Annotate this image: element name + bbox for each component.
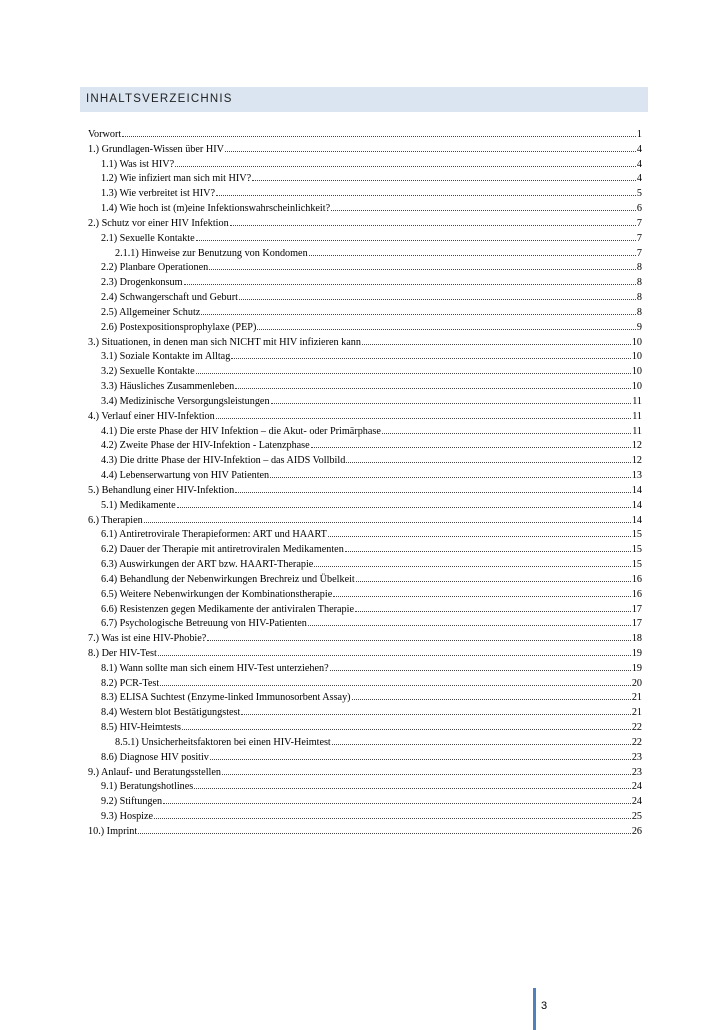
toc-entry-title: 6.7) Psychologische Betreuung von HIV-Patienten xyxy=(101,618,307,630)
toc-entry-page: 22 xyxy=(631,736,642,748)
toc-dot-leader xyxy=(271,402,632,404)
toc-entry-page: 21 xyxy=(631,692,642,704)
toc-dot-leader xyxy=(362,343,631,345)
toc-entry[interactable] xyxy=(88,291,642,306)
toc-dot-leader xyxy=(154,817,631,819)
toc-entry-title: 2.1) Sexuelle Kontakte xyxy=(101,232,195,244)
toc-entry[interactable] xyxy=(88,336,642,351)
toc-dot-leader xyxy=(252,179,636,181)
toc-entry-title: 2.4) Schwangerschaft und Geburt xyxy=(101,292,238,304)
toc-entry[interactable] xyxy=(88,528,642,543)
toc-entry-title: 1.3) Wie verbreitet ist HIV? xyxy=(101,188,215,200)
toc-heading-band xyxy=(80,87,648,112)
toc-dot-leader xyxy=(144,521,631,523)
toc-entry-page: 19 xyxy=(631,662,642,674)
toc-entry-title: 4.1) Die erste Phase der HIV Infektion – die Akut- oder Primärphase xyxy=(101,425,381,437)
toc-entry-page: 19 xyxy=(631,647,642,659)
toc-entry-page: 26 xyxy=(631,825,642,837)
toc-entry-page: 23 xyxy=(631,766,642,778)
toc-entry[interactable] xyxy=(88,128,642,143)
toc-entry-page: 8 xyxy=(636,277,642,289)
toc-dot-leader xyxy=(331,209,636,211)
toc-entry[interactable] xyxy=(88,691,642,706)
toc-entry-page: 21 xyxy=(631,707,642,719)
toc-dot-leader xyxy=(184,283,636,285)
toc-entry[interactable] xyxy=(88,677,642,692)
toc-entry-title: 1.1) Was ist HIV? xyxy=(101,158,175,170)
toc-entry-page: 14 xyxy=(631,484,642,496)
toc-entry-title: 7.) Was ist eine HIV-Phobie? xyxy=(88,633,207,645)
toc-dot-leader xyxy=(355,610,631,612)
toc-dot-leader xyxy=(210,758,631,760)
toc-entry-title: 2.) Schutz vor einer HIV Infektion xyxy=(88,217,229,229)
toc-entry[interactable] xyxy=(88,617,642,632)
toc-entry-title: 1.) Grundlagen-Wissen über HIV xyxy=(88,143,224,155)
toc-entry[interactable] xyxy=(88,795,642,810)
toc-entry-page: 12 xyxy=(631,455,642,467)
footer-accent-line xyxy=(533,988,536,1030)
toc-dot-leader xyxy=(163,802,631,804)
toc-entry[interactable] xyxy=(88,543,642,558)
toc-dot-leader xyxy=(222,773,631,775)
toc-entry[interactable] xyxy=(88,751,642,766)
page-number: 3 xyxy=(541,1000,548,1012)
toc-entry-page: 8 xyxy=(636,262,642,274)
toc-entry[interactable] xyxy=(88,484,642,499)
toc-entry[interactable] xyxy=(88,469,642,484)
toc-dot-leader xyxy=(235,387,631,389)
toc-entry-title: 9.1) Beratungshotlines xyxy=(101,781,194,793)
toc-entry[interactable] xyxy=(88,454,642,469)
toc-entry[interactable] xyxy=(88,736,642,751)
toc-dot-leader xyxy=(182,728,631,730)
toc-entry-title: 9.) Anlauf- und Beratungsstellen xyxy=(88,766,221,778)
toc-heading: INHALTSVERZEICHNIS xyxy=(86,93,233,105)
toc-dot-leader xyxy=(330,669,631,671)
toc-entry-page: 14 xyxy=(631,514,642,526)
toc-entry[interactable] xyxy=(88,217,642,232)
toc-entry[interactable] xyxy=(88,706,642,721)
toc-entry[interactable] xyxy=(88,202,642,217)
toc-dot-leader xyxy=(346,461,631,463)
toc-dot-leader xyxy=(160,684,631,686)
toc-dot-leader xyxy=(314,565,631,567)
toc-entry-page: 17 xyxy=(631,603,642,615)
toc-entry-page: 7 xyxy=(636,232,642,244)
toc-entry[interactable] xyxy=(88,158,642,173)
toc-dot-leader xyxy=(270,476,631,478)
toc-entry-page: 4 xyxy=(636,158,642,170)
toc-entry-title: 4.2) Zweite Phase der HIV-Infektion - Latenzphase xyxy=(101,440,310,452)
toc-dot-leader xyxy=(352,698,631,700)
toc-entry-page: 12 xyxy=(631,440,642,452)
toc-entry-page: 20 xyxy=(631,677,642,689)
toc-entry[interactable] xyxy=(88,410,642,425)
toc-entry[interactable] xyxy=(88,172,642,187)
toc-entry-title: Vorwort xyxy=(88,129,122,140)
toc-entry-title: 6.1) Antiretrovirale Therapieformen: ART und HAART xyxy=(101,529,327,541)
toc-dot-leader xyxy=(382,432,631,434)
toc-dot-leader xyxy=(356,580,631,582)
toc-entry-page: 10 xyxy=(631,351,642,363)
toc-entry[interactable] xyxy=(88,143,642,158)
toc-entry[interactable] xyxy=(88,261,642,276)
toc-entry-title: 9.2) Stiftungen xyxy=(101,796,163,808)
toc-entry-page: 14 xyxy=(631,499,642,511)
toc-entry-title: 6.2) Dauer der Therapie mit antiretroviralen Medikamenten xyxy=(101,544,344,556)
toc-entry[interactable] xyxy=(88,558,642,573)
toc-entry-page: 11 xyxy=(632,395,642,407)
toc-entry[interactable] xyxy=(88,780,642,795)
toc-dot-leader xyxy=(194,787,631,789)
toc-entry-title: 8.5) HIV-Heimtests xyxy=(101,722,181,734)
toc-entry-page: 25 xyxy=(631,811,642,823)
toc-dot-leader xyxy=(175,165,636,167)
toc-dot-leader xyxy=(207,639,631,641)
toc-entry[interactable] xyxy=(88,187,642,202)
toc-entry-page: 10 xyxy=(631,366,642,378)
toc-entry-title: 6.5) Weitere Nebenwirkungen der Kombinationstherapie xyxy=(101,588,333,600)
toc-entry-page: 15 xyxy=(631,544,642,556)
toc-dot-leader xyxy=(239,298,636,300)
toc-entry[interactable] xyxy=(88,603,642,618)
toc-entry-title: 8.5.1) Unsicherheitsfaktoren bei einen HIV-Heimtest xyxy=(115,736,331,748)
toc-entry-title: 2.3) Drogenkonsum xyxy=(101,277,183,289)
toc-dot-leader xyxy=(345,550,631,552)
toc-entry[interactable] xyxy=(88,247,642,262)
toc-entry-page: 9 xyxy=(636,321,642,333)
toc-entry[interactable] xyxy=(88,810,642,825)
toc-entry-page: 4 xyxy=(636,173,642,185)
toc-dot-leader xyxy=(235,491,631,493)
toc-entry-page: 16 xyxy=(631,588,642,600)
toc-entry-page: 6 xyxy=(636,203,642,215)
toc-entry[interactable] xyxy=(88,350,642,365)
toc-entry[interactable] xyxy=(88,766,642,781)
toc-entry-page: 11 xyxy=(632,425,642,437)
toc-dot-leader xyxy=(216,194,636,196)
toc-dot-leader xyxy=(230,224,636,226)
toc-entry-title: 3.4) Medizinische Versorgungsleistungen xyxy=(101,395,270,407)
toc-entry-title: 6.3) Auswirkungen der ART bzw. HAART-Therapie xyxy=(101,559,314,571)
toc-entry-title: 8.2) PCR-Test xyxy=(101,677,160,689)
toc-entry-title: 10.) Imprint xyxy=(88,825,138,837)
toc-entry-page: 4 xyxy=(636,143,642,155)
toc-dot-leader xyxy=(308,624,631,626)
toc-dot-leader xyxy=(241,713,630,715)
toc-entry[interactable] xyxy=(88,514,642,529)
toc-entry[interactable] xyxy=(88,276,642,291)
toc-dot-leader xyxy=(138,832,631,834)
toc-entry-title: 9.3) Hospize xyxy=(101,811,154,823)
toc-dot-leader xyxy=(196,239,636,241)
toc-entry-page: 5 xyxy=(636,188,642,200)
toc-entry[interactable] xyxy=(88,632,642,647)
toc-dot-leader xyxy=(309,254,636,256)
toc-entry[interactable] xyxy=(88,588,642,603)
toc-dot-leader xyxy=(177,506,631,508)
toc-entry-title: 3.1) Soziale Kontakte im Alltag xyxy=(101,351,231,363)
toc-entry[interactable] xyxy=(88,380,642,395)
table-of-contents xyxy=(88,128,642,840)
toc-dot-leader xyxy=(209,268,636,270)
toc-dot-leader xyxy=(158,654,631,656)
toc-dot-leader xyxy=(311,446,631,448)
toc-dot-leader xyxy=(225,150,636,152)
toc-entry[interactable] xyxy=(88,395,642,410)
toc-entry-page: 22 xyxy=(631,722,642,734)
toc-entry[interactable] xyxy=(88,232,642,247)
toc-entry-page: 10 xyxy=(631,336,642,348)
toc-entry-page: 10 xyxy=(631,381,642,393)
toc-entry[interactable] xyxy=(88,439,642,454)
toc-entry-title: 8.1) Wann sollte man sich einem HIV-Test unterziehen? xyxy=(101,662,329,674)
toc-dot-leader xyxy=(122,135,636,137)
toc-entry[interactable] xyxy=(88,662,642,677)
toc-dot-leader xyxy=(196,372,631,374)
toc-entry-title: 5.1) Medikamente xyxy=(101,499,176,511)
toc-entry[interactable] xyxy=(88,825,642,840)
toc-entry[interactable] xyxy=(88,321,642,336)
toc-entry-page: 13 xyxy=(631,470,642,482)
toc-entry-page: 15 xyxy=(631,559,642,571)
toc-entry[interactable] xyxy=(88,425,642,440)
toc-entry-page: 23 xyxy=(631,751,642,763)
toc-entry-title: 8.4) Western blot Bestätigungstest xyxy=(101,707,241,719)
toc-entry-title: 4.3) Die dritte Phase der HIV-Infektion – das AIDS Vollbild xyxy=(101,455,346,467)
toc-dot-leader xyxy=(231,357,631,359)
toc-entry-page: 7 xyxy=(636,247,642,259)
toc-entry-page: 15 xyxy=(631,529,642,541)
toc-entry-page: 1 xyxy=(636,129,642,140)
toc-entry-page: 17 xyxy=(631,618,642,630)
toc-entry-title: 3.2) Sexuelle Kontakte xyxy=(101,366,195,378)
toc-dot-leader xyxy=(257,328,636,330)
toc-entry-title: 4.4) Lebenserwartung von HIV Patienten xyxy=(101,470,270,482)
toc-entry-title: 1.2) Wie infiziert man sich mit HIV? xyxy=(101,173,252,185)
toc-entry[interactable] xyxy=(88,573,642,588)
toc-entry-title: 5.) Behandlung einer HIV-Infektion xyxy=(88,484,235,496)
toc-entry-title: 2.5) Allgemeiner Schutz xyxy=(101,306,201,318)
toc-entry[interactable] xyxy=(88,647,642,662)
toc-entry-page: 24 xyxy=(631,781,642,793)
toc-entry-title: 6.) Therapien xyxy=(88,514,143,526)
toc-entry-page: 7 xyxy=(636,217,642,229)
toc-dot-leader xyxy=(332,743,631,745)
toc-entry-title: 2.6) Postexpositionsprophylaxe (PEP) xyxy=(101,321,257,333)
toc-entry-title: 6.6) Resistenzen gegen Medikamente der antiviralen Therapie xyxy=(101,603,354,615)
toc-entry[interactable] xyxy=(88,721,642,736)
toc-entry-title: 2.1.1) Hinweise zur Benutzung von Kondomen xyxy=(115,247,308,259)
toc-entry-title: 3.3) Häusliches Zusammenleben xyxy=(101,381,235,393)
toc-entry-title: 6.4) Behandlung der Nebenwirkungen Brechreiz und Übelkeit xyxy=(101,573,355,585)
toc-entry[interactable] xyxy=(88,499,642,514)
toc-entry-title: 1.4) Wie hoch ist (m)eine Infektionswahrscheinlichkeit? xyxy=(101,203,331,215)
toc-entry-page: 18 xyxy=(631,633,642,645)
toc-entry[interactable] xyxy=(88,365,642,380)
toc-entry[interactable] xyxy=(88,306,642,321)
toc-entry-title: 3.) Situationen, in denen man sich NICHT mit HIV infizieren kann xyxy=(88,336,361,348)
toc-entry-page: 16 xyxy=(631,573,642,585)
toc-entry-page: 11 xyxy=(632,410,642,422)
toc-entry-title: 8.) Der HIV-Test xyxy=(88,647,157,659)
toc-entry-title: 2.2) Planbare Operationen xyxy=(101,262,209,274)
toc-entry-title: 8.3) ELISA Suchtest (Enzyme-linked Immunosorbent Assay) xyxy=(101,692,351,704)
toc-entry-page: 24 xyxy=(631,796,642,808)
toc-entry-page: 8 xyxy=(636,292,642,304)
toc-dot-leader xyxy=(333,595,631,597)
toc-entry-page: 8 xyxy=(636,306,642,318)
toc-entry-title: 8.6) Diagnose HIV positiv xyxy=(101,751,209,763)
toc-entry-title: 4.) Verlauf einer HIV-Infektion xyxy=(88,410,215,422)
toc-dot-leader xyxy=(216,417,631,419)
toc-dot-leader xyxy=(201,313,636,315)
toc-dot-leader xyxy=(328,535,631,537)
